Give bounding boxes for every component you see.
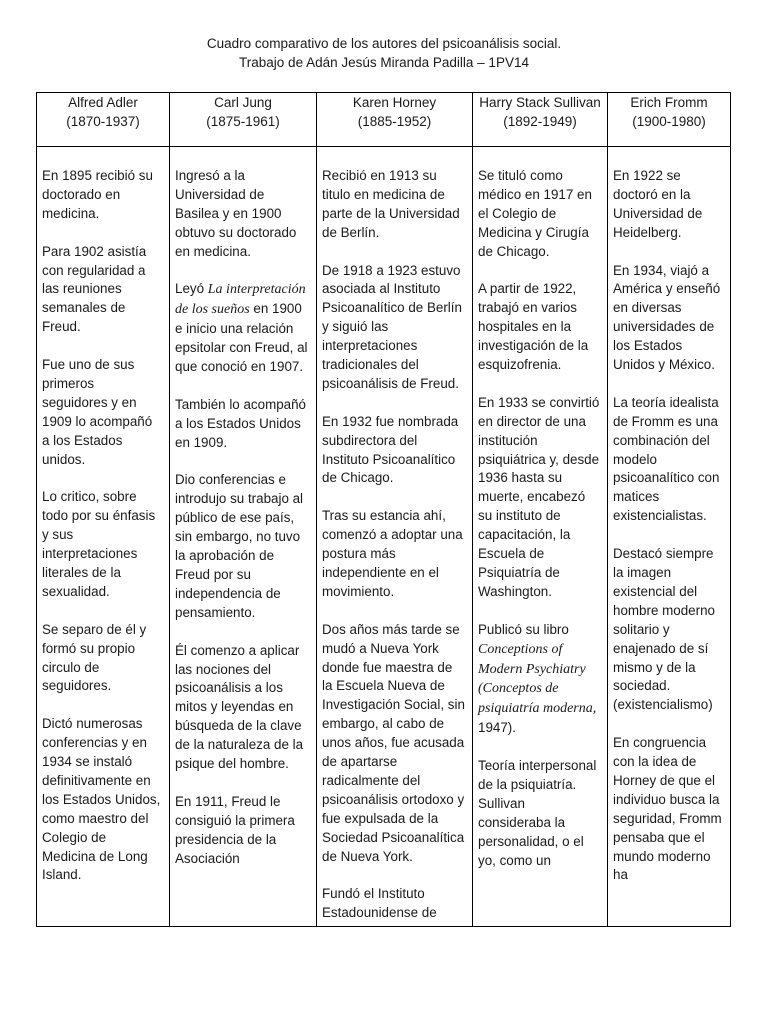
author-name: Karen Horney (352, 95, 437, 110)
paragraph: Se separo de él y formó su propio circulo de seguidores. (42, 621, 147, 694)
header-fromm (608, 93, 731, 147)
header-adler (37, 93, 170, 147)
paragraph: También lo acompañó a los Estados Unidos en 1909. (175, 396, 307, 450)
cell-jung (170, 147, 317, 927)
title-line-2: Trabajo de Adán Jesús Miranda Padilla – 1PV14 (239, 55, 529, 70)
paragraph: A partir de 1922, trabajó en varios hospitales en la investigación de la esquizofrenia. (478, 281, 589, 373)
paragraph: De 1918 a 1923 estuvo asociada al Instituto Psicoanalítico de Berlín y siguió las interpretaciones tradicionales del psicoanálisis de Freud. (322, 262, 462, 391)
author-years: (1875-1961) (206, 114, 280, 129)
author-name: Carl Jung (214, 95, 272, 110)
comparison-table (36, 92, 731, 927)
text: Publicó su libro (478, 621, 569, 637)
paragraph: La teoría idealista de Fromm es una combinación del modelo psicoanalítico con matices existencialistas. (613, 394, 720, 524)
author-years: (1870-1937) (66, 114, 140, 129)
header-jung (170, 93, 317, 147)
cell-fromm (608, 147, 731, 927)
cell-horney (317, 147, 473, 927)
paragraph: Para 1902 asistía con regularidad a las reuniones semanales de Freud. (42, 243, 147, 335)
text: en 1900 e inicio una relación epsitolar con Freud, al que conoció en 1907. (175, 301, 308, 375)
paragraph: En congruencia con la idea de Horney de que el individuo busca la seguridad, Fromm pensaba que el mundo moderno ha (613, 735, 722, 883)
book-title: La interpretación de los sueños (175, 282, 306, 318)
paragraph: Dictó numerosas conferencias y en 1934 se instaló definitivamente en los Estados Unidos, como maestro del Colegio de Medicina de Long Island. (42, 716, 161, 883)
paragraph: En 1932 fue nombrada subdirectora del Instituto Psicoanalítico de Chicago. (322, 413, 459, 486)
title-line-1: Cuadro comparativo de los autores del psicoanálisis social. (206, 36, 562, 51)
paragraph: Él comenzo a aplicar las nociones del psicoanálisis a los mitos y leyendas en búsqueda de la clave de la naturaleza de la psique del hombre. (175, 642, 304, 772)
author-years: (1892-1949) (503, 114, 577, 129)
document-title (0, 34, 768, 72)
author-name: Harry Stack Sullivan (479, 95, 601, 110)
paragraph: Teoría interpersonal de la psiquiatría. Sullivan consideraba la personalidad, o el yo, como un (478, 758, 597, 868)
author-name: Alfred Adler (68, 95, 138, 110)
paragraph: En 1933 se convirtió en director de una institución psiquiátrica y, desde 1936 hasta su muerte, encabezó su instituto de capacitación, la Escuela de Psiquiatría de Washington. (478, 394, 600, 599)
paragraph: En 1934, viajó a América y enseñó en diversas universidades de los Estados Unidos y México. (613, 262, 721, 373)
text: Leyó (175, 281, 208, 297)
header-sullivan (473, 93, 608, 147)
cell-adler (37, 147, 170, 927)
paragraph: Se tituló como médico en 1917 en el Colegio de Medicina y Cirugía de Chicago. (478, 168, 592, 259)
content-row (37, 147, 731, 927)
author-years: (1900-1980) (632, 114, 706, 129)
header-horney (317, 93, 473, 147)
paragraph: En 1911, Freud le consiguió la primera presidencia de la Asociación (175, 793, 295, 866)
cell-sullivan (473, 147, 608, 927)
header-row (37, 93, 731, 147)
paragraph: En 1922 se doctoró en la Universidad de Heidelberg. (613, 168, 703, 240)
text: 1947). (478, 720, 516, 736)
book-title: Conceptions of Modern Psychiatry (Conceptos de psiquiatría moderna, (478, 641, 597, 717)
paragraph: Lo critico, sobre todo por su énfasis y sus interpretaciones literales de la sexualidad. (42, 489, 156, 599)
author-years: (1885-1952) (357, 114, 432, 129)
paragraph: Ingresó a la Universidad de Basilea y en 1900 obtuvo su doctorado en medicina. (175, 168, 297, 259)
paragraph (175, 280, 310, 377)
paragraph: Tras su estancia ahí, comenzó a adoptar una postura más independiente en el movimiento. (322, 508, 463, 599)
paragraph: Dos años más tarde se mudó a Nueva York donde fue maestra de la Escuela Nueva de Investigación Social, sin embargo, al cabo de unos años, fue acusada de apartarse radicalmente del psicoanálisis ortodoxo y fue expulsada de la Sociedad Psicoanalítica de Nueva York. (322, 621, 465, 864)
author-name: Erich Fromm (630, 95, 708, 110)
paragraph: Recibió en 1913 su titulo en medicina de parte de la Universidad de Berlín. (322, 168, 460, 240)
paragraph: Fue uno de sus primeros seguidores y en 1909 lo acompañó a los Estados unidos. (42, 357, 153, 467)
paragraph: En 1895 recibió su doctorado en medicina. (42, 168, 153, 221)
paragraph: Dio conferencias e introdujo su trabajo al público de ese país, sin embargo, no tuvo la aprobación de Freud por su independencia de pensamiento. (175, 472, 304, 620)
paragraph: Fundó el Instituto Estadounidense de (322, 886, 437, 921)
paragraph: Destacó siempre la imagen existencial del hombre moderno solitario y enajenado de sí mismo y de la sociedad. (existencialismo) (613, 546, 715, 713)
paragraph (478, 621, 601, 738)
